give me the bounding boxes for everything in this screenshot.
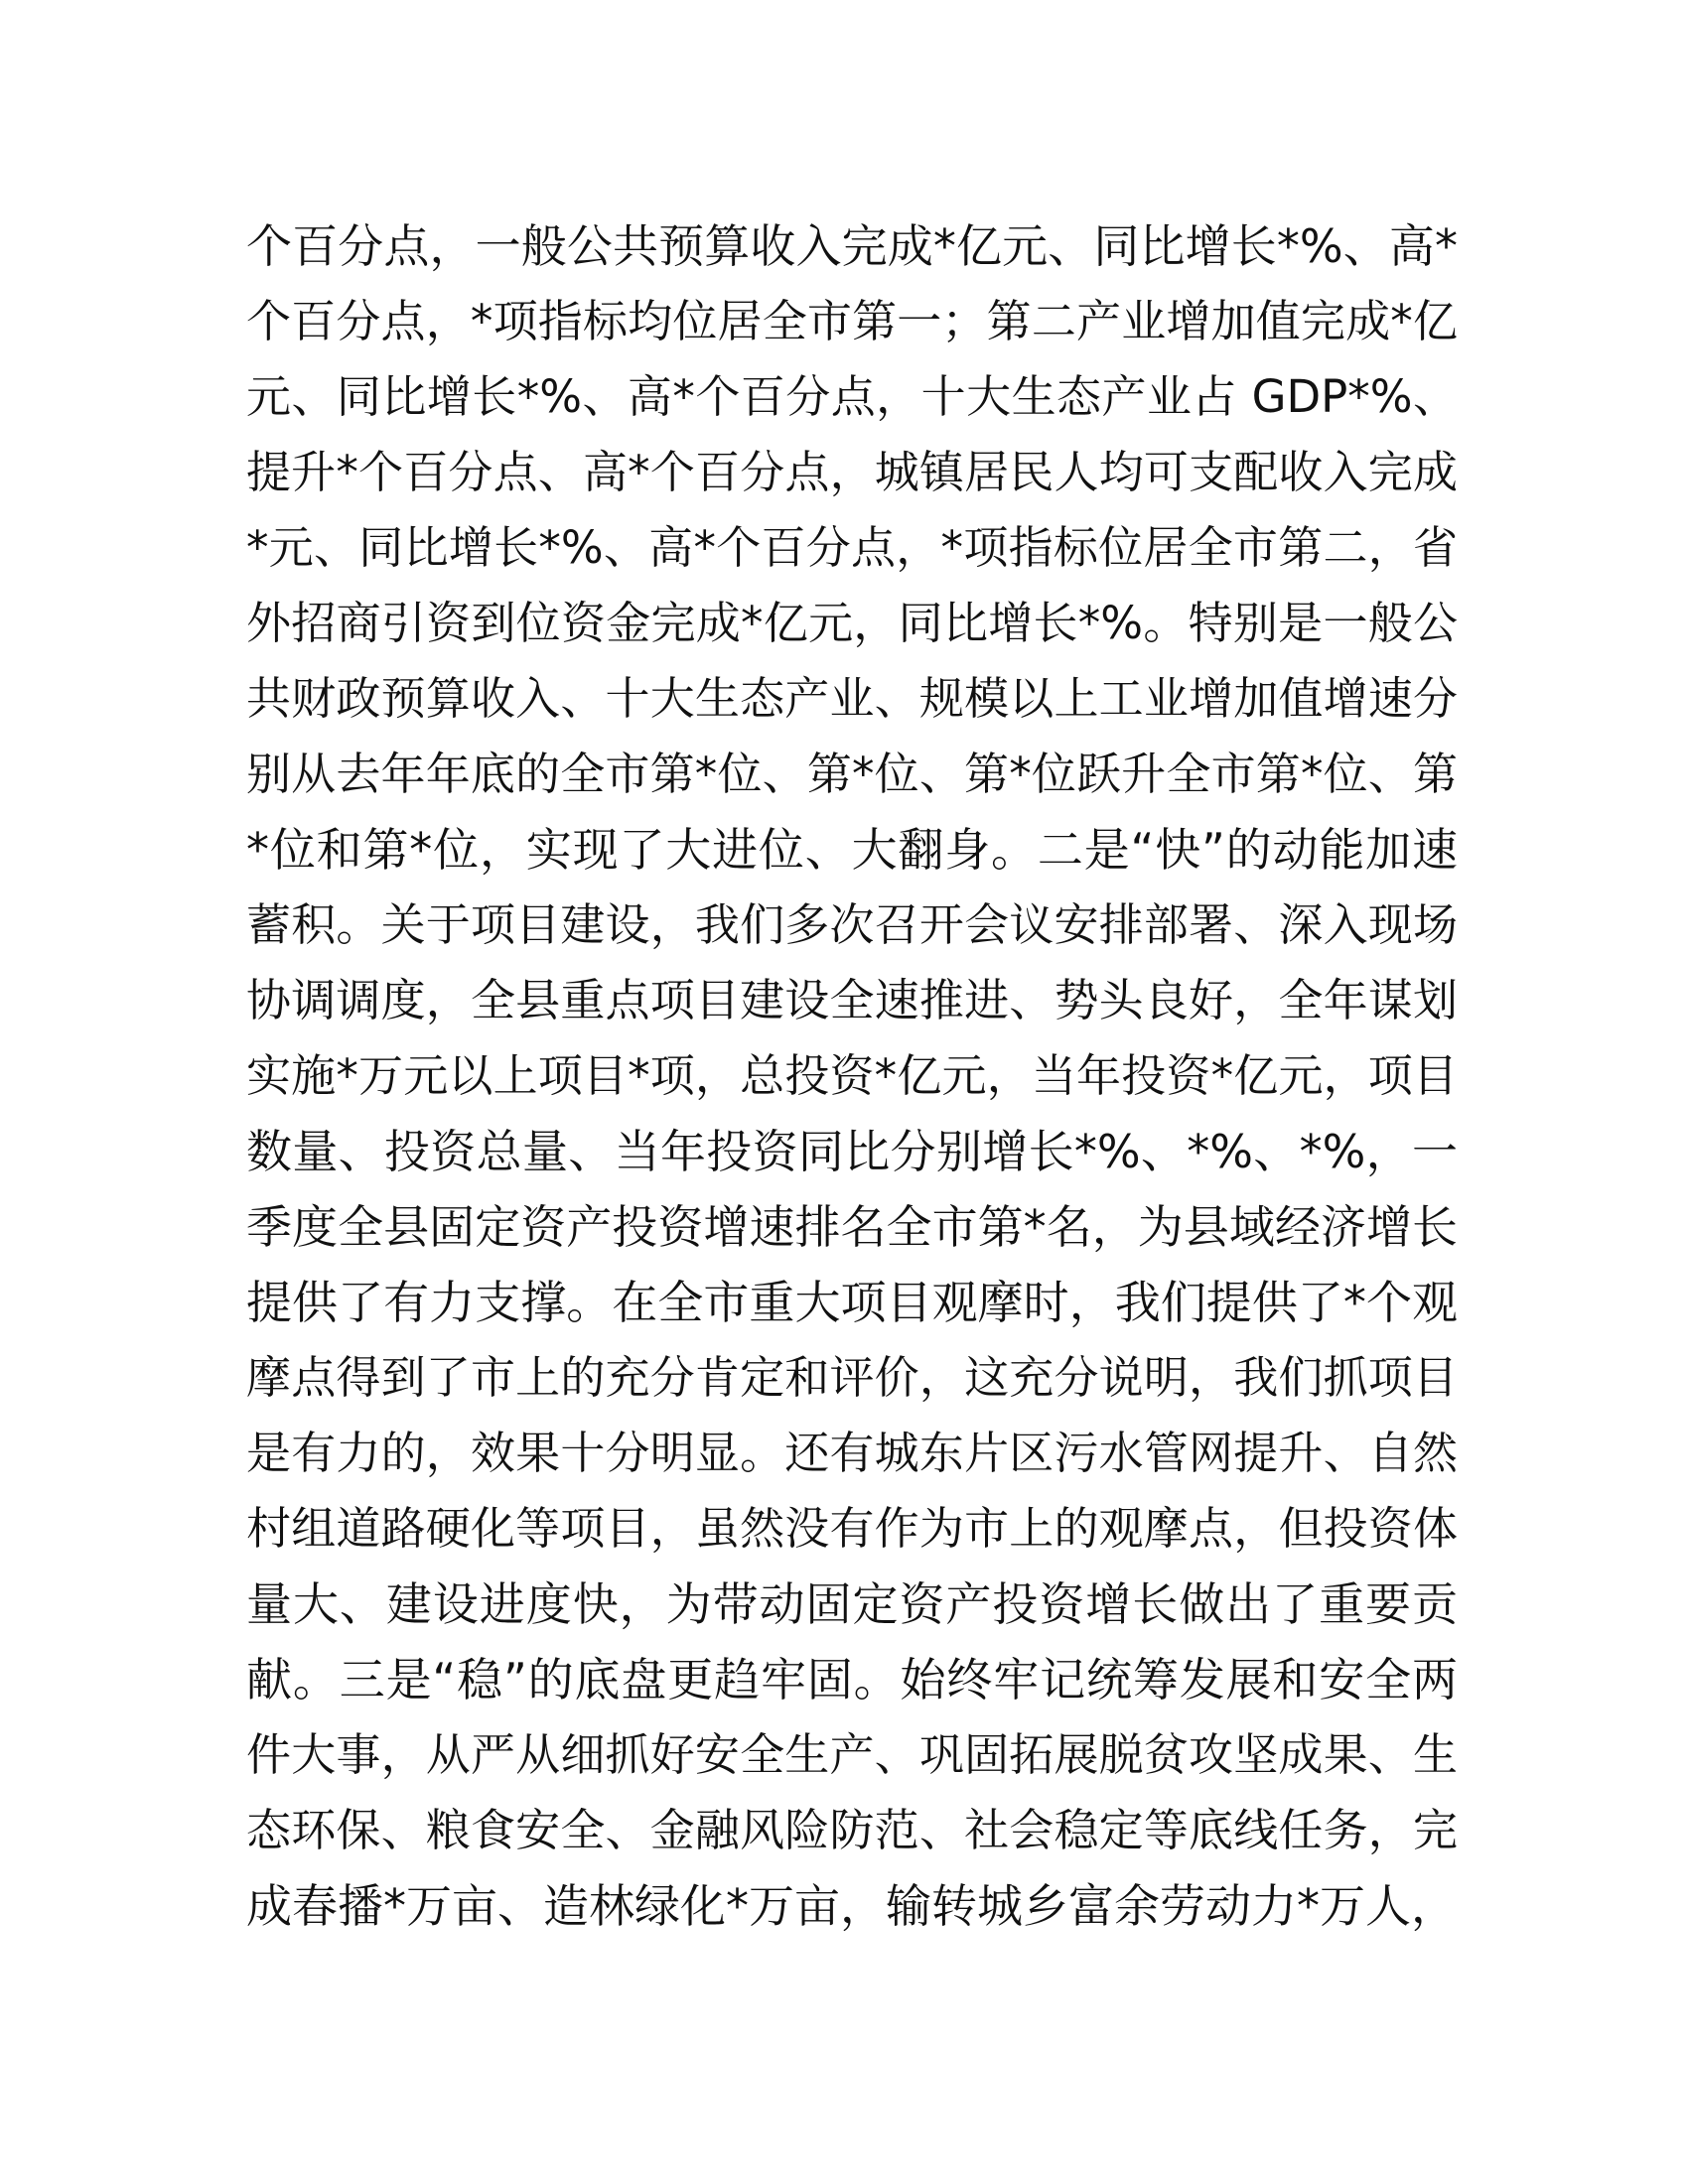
text-line: 件大事，从严从细抓好安全生产、巩固拓展脱贫攻坚成果、生 bbox=[246, 1728, 1458, 1781]
text-line: 献。三是“稳”的底盘更趋牢固。始终牢记统筹发展和安全两 bbox=[246, 1653, 1458, 1706]
text-line: 共财政预算收入、十大生态产业、规模以上工业增加值增速分 bbox=[246, 672, 1458, 725]
text-line: 数量、投资总量、当年投资同比分别增长*%、*%、*%，一 bbox=[246, 1125, 1458, 1178]
text-line: 蓄积。关于项目建设，我们多次召开会议安排部署、深入现场 bbox=[246, 898, 1458, 951]
body-paragraph bbox=[246, 208, 1458, 1944]
text-line: 量大、建设进度快，为带动固定资产投资增长做出了重要贡 bbox=[246, 1577, 1458, 1631]
text-line: 提供了有力支撑。在全市重大项目观摩时，我们提供了*个观 bbox=[246, 1276, 1458, 1329]
text-line: 摩点得到了市上的充分肯定和评价，这充分说明，我们抓项目 bbox=[246, 1351, 1458, 1404]
text-line: *元、同比增长*%、高*个百分点，*项指标位居全市第二，省 bbox=[246, 521, 1458, 574]
text-line: 季度全县固定资产投资增速排名全市第*名，为县域经济增长 bbox=[246, 1200, 1458, 1254]
text-line: 实施*万元以上项目*项，总投资*亿元，当年投资*亿元，项目 bbox=[246, 1049, 1458, 1102]
text-line: *位和第*位，实现了大进位、大翻身。二是“快”的动能加速 bbox=[246, 823, 1458, 877]
text-line: 是有力的，效果十分明显。还有城东片区污水管网提升、自然 bbox=[246, 1427, 1458, 1479]
text-line: 成春播*万亩、造林绿化*万亩，输转城乡富余劳动力*万人， bbox=[246, 1879, 1457, 1933]
text-line: 元、同比增长*%、高*个百分点，十大生态产业占 GDP*%、 bbox=[246, 370, 1458, 423]
text-line: 态环保、粮食安全、金融风险防范、社会稳定等底线任务，完 bbox=[246, 1804, 1458, 1856]
text-line: 外招商引资到位资金完成*亿元，同比增长*%。特别是一般公 bbox=[246, 597, 1458, 649]
text-line: 个百分点，*项指标均位居全市第一；第二产业增加值完成*亿 bbox=[246, 295, 1458, 347]
text-line: 提升*个百分点、高*个百分点，城镇居民人均可支配收入完成 bbox=[246, 446, 1458, 498]
text-line: 协调调度，全县重点项目建设全速推进、势头良好，全年谋划 bbox=[246, 974, 1458, 1026]
text-line: 别从去年年底的全市第*位、第*位、第*位跃升全市第*位、第 bbox=[246, 748, 1458, 800]
text-line: 村组道路硬化等项目，虽然没有作为市上的观摩点，但投资体 bbox=[246, 1502, 1458, 1555]
text-line: 个百分点，一般公共预算收入完成*亿元、同比增长*%、高* bbox=[246, 219, 1458, 273]
